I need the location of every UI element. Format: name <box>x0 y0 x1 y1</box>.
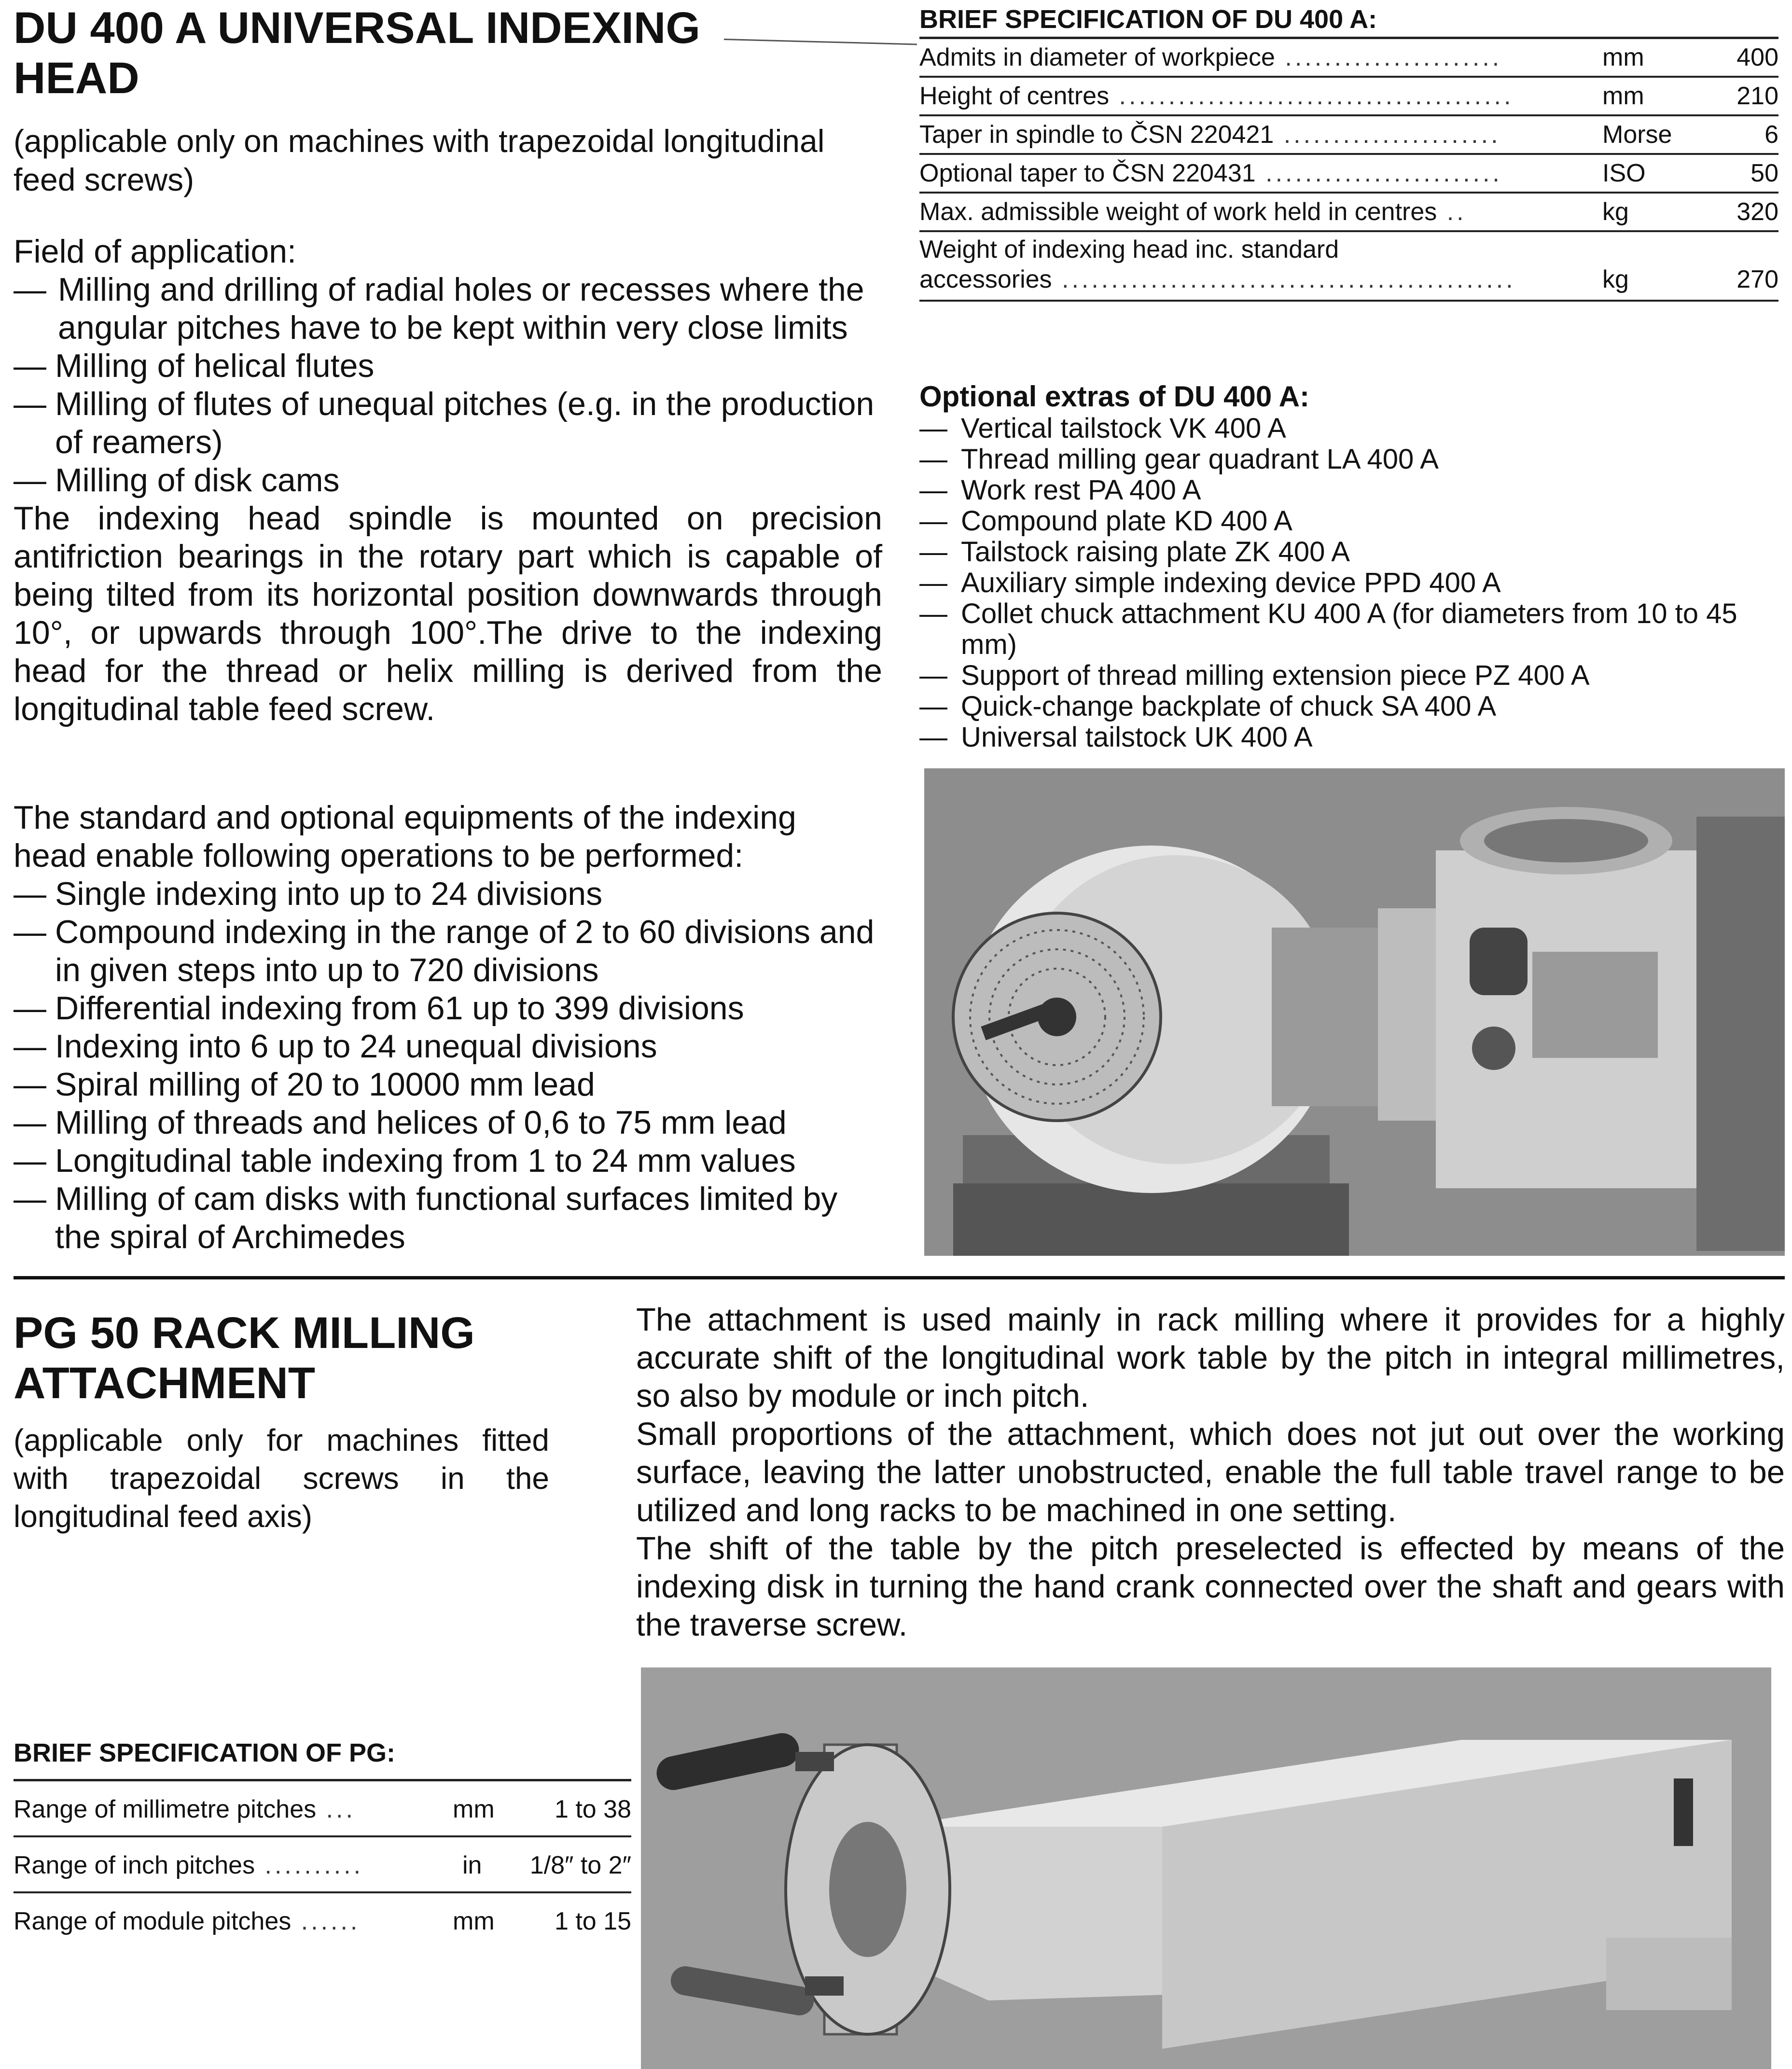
pg50-paragraph: The shift of the table by the pitch preselected is effected by means of the indexing disk in turning the hand crank connected over the shaft and gears with the traverse screw. <box>636 1530 1785 1643</box>
list-item: — Milling of disk cams <box>14 461 882 500</box>
list-item: — Compound indexing in the range of 2 to 60 divisions and in given steps into up to 720 divisions <box>14 913 877 989</box>
field-list <box>14 271 882 500</box>
spec-unit: mm <box>453 1907 495 1935</box>
spec-label: Range of module pitches ...... <box>14 1907 361 1935</box>
spec-label: Admits in diameter of workpiece ...................... <box>919 43 1502 71</box>
spec-label: Height of centres ........................................ <box>919 82 1514 110</box>
list-item: — Thread milling gear quadrant LA 400 A <box>919 444 1778 475</box>
section-divider <box>14 1276 1785 1279</box>
pg50-description <box>636 1301 1785 1644</box>
du400-subtitle: (applicable only on machines with trapezoidal longitudinal feed screws) <box>14 123 825 197</box>
list-item: — Milling and drilling of radial holes or recesses where the angular pitches have to be kept within very close limits <box>14 271 882 347</box>
spec-value: 1/8″ to 2″ <box>529 1851 631 1879</box>
list-item: — Milling of flutes of unequal pitches (e.g. in the production of reamers) <box>14 385 882 461</box>
spec-unit: Morse <box>1602 121 1672 149</box>
spec-unit: kg <box>1602 265 1629 293</box>
spec-row <box>14 1893 631 1947</box>
spec-label: Max. admissible weight of work held in centres .. <box>919 198 1467 226</box>
optional-title: Optional extras of DU 400 A: <box>919 380 1309 413</box>
spec-label: accessories .............................................. <box>919 265 1516 293</box>
du400-operations <box>14 799 877 1256</box>
spec-row <box>919 155 1778 194</box>
list-item: — Differential indexing from 61 up to 399 divisions <box>14 989 877 1028</box>
optional-list <box>919 413 1778 753</box>
du400-spec-block <box>919 4 1778 302</box>
spec-label: Optional taper to ČSN 220431 ........................ <box>919 159 1502 187</box>
list-item: — Single indexing into up to 24 divisions <box>14 875 877 913</box>
pg50-title <box>14 1308 617 1408</box>
ops-list <box>14 875 877 1256</box>
pg50-paragraph: The attachment is used mainly in rack milling where it provides for a highly accurate shift of the longitudinal work table by the pitch in integral millimetres, so also by module or inch pitch. <box>636 1302 1785 1414</box>
list-item: — Work rest PA 400 A <box>919 475 1778 506</box>
spec-label: Weight of indexing head inc. standard <box>919 236 1339 264</box>
spec-value: 320 <box>1736 198 1778 226</box>
du400-title-line2: HEAD <box>14 54 139 103</box>
spec-row <box>919 78 1778 116</box>
list-item: — Universal tailstock UK 400 A <box>919 722 1778 753</box>
du400-spec-title: BRIEF SPECIFICATION OF DU 400 A: <box>919 5 1377 34</box>
indexing-head-photo <box>924 768 1785 1256</box>
du400-title <box>14 3 882 103</box>
pg50-paragraph: Small proportions of the attachment, which does not jut out over the working surface, leaving the latter unobstructed, enable the full table travel range to be utilized and long racks to be machined in one setting. <box>636 1416 1785 1528</box>
spec-row <box>919 116 1778 155</box>
spec-unit: mm <box>453 1795 495 1823</box>
spec-unit: ISO <box>1602 159 1646 187</box>
spec-unit: in <box>462 1851 482 1879</box>
list-item: — Milling of threads and helices of 0,6 to 75 mm lead <box>14 1104 877 1142</box>
list-item: — Vertical tailstock VK 400 A <box>919 413 1778 444</box>
spec-value: 1 to 15 <box>554 1907 631 1935</box>
du400-field-of-application <box>14 233 882 728</box>
pg50-title-line2: ATTACHMENT <box>14 1359 316 1408</box>
list-item: — Compound plate KD 400 A <box>919 506 1778 537</box>
ops-intro: The standard and optional equipments of the indexing head enable following operations to be performed: <box>14 799 796 874</box>
list-item: — Spiral milling of 20 to 10000 mm lead <box>14 1066 877 1104</box>
spec-value: 6 <box>1764 121 1778 149</box>
indexing-head-illustration <box>924 768 1785 1256</box>
spec-unit: mm <box>1602 82 1644 110</box>
pg50-title-line1: PG 50 RACK MILLING <box>14 1308 475 1358</box>
spec-value: 400 <box>1736 43 1778 71</box>
pg50-spec-block <box>14 1737 631 1947</box>
spec-row <box>919 39 1778 78</box>
spec-row <box>14 1781 631 1837</box>
du400-optional-extras <box>919 380 1778 753</box>
spec-row <box>919 194 1778 232</box>
spec-value: 1 to 38 <box>554 1795 631 1823</box>
spec-value: 50 <box>1750 159 1778 187</box>
spec-label: Range of millimetre pitches ... <box>14 1795 356 1823</box>
spec-label: Range of inch pitches .......... <box>14 1851 364 1879</box>
du400-title-line1: DU 400 A UNIVERSAL INDEXING <box>14 3 700 53</box>
rack-milling-attachment-photo <box>641 1667 1771 2069</box>
spec-value: 270 <box>1736 265 1778 293</box>
spec-row <box>919 232 1778 302</box>
spec-unit: mm <box>1602 43 1644 71</box>
field-heading: Field of application: <box>14 233 296 270</box>
list-item: — Support of thread milling extension piece PZ 400 A <box>919 660 1778 691</box>
list-item: — Tailstock raising plate ZK 400 A <box>919 537 1778 568</box>
list-item: — Longitudinal table indexing from 1 to 24 mm values <box>14 1142 877 1180</box>
rack-attachment-illustration <box>641 1667 1771 2069</box>
spec-unit: kg <box>1602 198 1629 226</box>
spec-row <box>14 1837 631 1893</box>
list-item: — Indexing into 6 up to 24 unequal divisions <box>14 1028 877 1066</box>
spec-label: Taper in spindle to ČSN 220421 ...................... <box>919 121 1501 149</box>
list-item: — Milling of cam disks with functional surfaces limited by the spiral of Archimedes <box>14 1180 877 1256</box>
list-item: — Auxiliary simple indexing device PPD 400 A <box>919 568 1778 598</box>
pg50-spec-title: BRIEF SPECIFICATION OF PG: <box>14 1738 396 1767</box>
list-item: — Milling of helical flutes <box>14 347 882 385</box>
list-item: — Collet chuck attachment KU 400 A (for diameters from 10 to 45 mm) <box>919 598 1778 660</box>
list-item: — Quick-change backplate of chuck SA 400 A <box>919 691 1778 722</box>
pg50-subtitle: (applicable only for machines fitted with trapezoidal screws in the longitudinal feed axis) <box>14 1423 549 1534</box>
du400-description: The indexing head spindle is mounted on precision antifriction bearings in the rotary part which is capable of being tilted from its horizontal position downwards through 10°, or upwards through 100°.The drive to the indexing head for the thread or helix milling is derived from the longitudinal table feed screw. <box>14 500 882 727</box>
spec-value: 210 <box>1736 82 1778 110</box>
